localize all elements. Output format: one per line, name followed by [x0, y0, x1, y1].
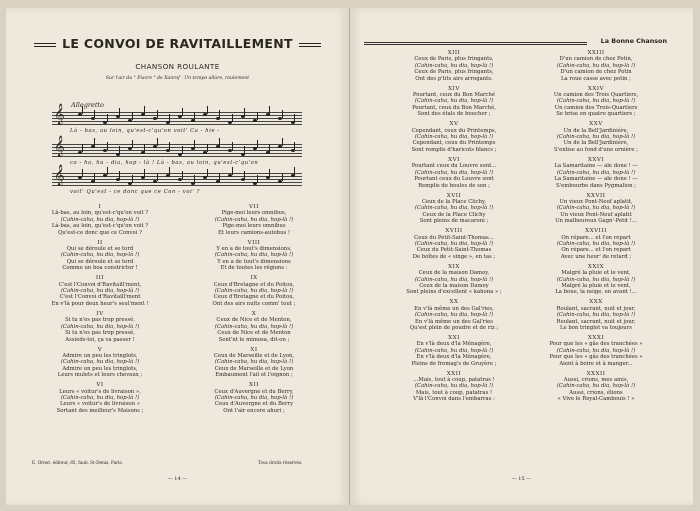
- note-stem: [282, 138, 283, 146]
- stanza: [184, 240, 324, 272]
- note-stem: [132, 175, 133, 183]
- verse-line: Pleins de fromag's de Gruyère ;: [411, 360, 497, 367]
- verse-line: Pourtant ceux du Louvre sont: [414, 176, 494, 183]
- note-stem: [182, 146, 183, 154]
- verse-line: (Cahin-caha, hu dia, hop-là !): [414, 169, 494, 176]
- verse-line: (Cahin-caha, hu dia, hop-là !): [214, 288, 294, 295]
- note-stem: [107, 142, 108, 150]
- verse-line: Sont remplis d'haricots blancs ;: [411, 146, 497, 153]
- verse-line: Ceux de la Place Clichy,: [421, 198, 486, 205]
- verse-line: Aussi, crions, élions: [569, 389, 623, 396]
- page-number-left: — 14 —: [167, 476, 188, 482]
- stanza: [384, 157, 524, 189]
- right-page: [350, 8, 693, 505]
- stanza: [526, 121, 666, 153]
- verse-line: C'est l'Convoi d'Ravitaill'ment,: [58, 281, 142, 288]
- verse-line: Avec une heur' de retard ;: [560, 253, 632, 260]
- verse-line: (Cahin-caha, hu dia, hop-là !): [60, 252, 140, 259]
- note-stem: [269, 144, 270, 152]
- verse-line: Le bon tringlot va toujours: [560, 325, 632, 331]
- verse-line: (Cahin-caha, hu dia, hop-là !): [414, 312, 494, 319]
- verse-line: (Cahin-caha, hu dia, hop-là !): [556, 98, 636, 105]
- note-stem: [82, 106, 83, 114]
- stanza: [184, 204, 324, 236]
- verse-line: Un de la Bell'Jardinière,: [563, 140, 629, 147]
- staff-lyric-3: voit' Qu'est - ce donc que ce Con - voi' ?: [70, 189, 200, 195]
- staff-line: [52, 124, 302, 125]
- verse-line: Un vieux Pont-Neuf aplatit: [560, 211, 632, 218]
- stanza: [384, 121, 524, 153]
- note-stem: [157, 138, 158, 146]
- stanza-number: XXVIII: [585, 228, 607, 235]
- verse-line: Ont l'air encore ahuri ;: [223, 407, 285, 414]
- verse-line: Admire un peu les tringlots,: [62, 352, 138, 359]
- stanza-number: VIII: [247, 239, 261, 246]
- verse-line: On répare... et l'on repart: [561, 247, 631, 254]
- stanza-number: V: [97, 346, 103, 353]
- verse-line: Pourtant, ceux du Bon Marché: [412, 92, 496, 99]
- song-subtitle: CHANSON ROULANTE: [135, 62, 220, 71]
- verse-line: Ceux du Petit-Saint-Thomas...: [414, 234, 494, 241]
- verse-line: (Cahin-caha, hu dia, hop-là !): [414, 240, 494, 247]
- verse-line: Ceux d'Auvergne et du Berry,: [214, 388, 294, 395]
- note-stem: [169, 142, 170, 150]
- note-stem: [182, 108, 183, 116]
- stanza: [184, 311, 324, 343]
- verse-line: Pige-moi leurs omnibus,: [221, 210, 287, 217]
- verse-line: On répare... et l'on repart: [561, 234, 631, 241]
- verse-line: (Cahin-caha, hu dia, hop-là !): [214, 359, 294, 366]
- stanza: [526, 157, 666, 189]
- verse-line: (Cahin-caha, hu dia, hop-là !): [214, 216, 294, 223]
- note-stem: [94, 138, 95, 146]
- verse-line: Mais, tout à coup, patatras !: [415, 389, 493, 396]
- stanza: [384, 264, 524, 296]
- verse-line: Un camion des Trois-Quartiers: [554, 104, 638, 111]
- verse-line: Cependant, ceux du Printemps,: [411, 127, 497, 134]
- verse-line: (Cahin-caha, hu dia, hop-là !): [60, 288, 140, 295]
- page-number-right: — 15 —: [511, 476, 532, 482]
- staff-line: [52, 176, 302, 177]
- verse-line: Comme un boa constrictor !: [62, 265, 138, 272]
- verse-line: Un camion des Trois Quartiers,: [553, 92, 639, 99]
- note-stem: [194, 112, 195, 120]
- note-stem: [194, 140, 195, 148]
- stanza: [184, 347, 324, 379]
- note-stem: [144, 169, 145, 177]
- stanza-number: XXVII: [586, 192, 606, 199]
- verse-line: (Cahin-caha, hu dia, hop-là !): [414, 347, 494, 354]
- right-verse-column-2: [526, 50, 666, 406]
- staff-line: [52, 179, 302, 180]
- verse-line: La Samaritaine — ale done ! —: [554, 163, 638, 170]
- stanza-number: XIII: [447, 50, 461, 56]
- stanza-number: XIX: [448, 263, 460, 270]
- verse-line: (Cahin-caha, hu dia, hop-là !): [414, 383, 494, 390]
- left-verse-column-2: [184, 204, 324, 418]
- verse-line: (Cahin-caha, hu dia, hop-là !): [556, 240, 636, 247]
- note-stem: [232, 114, 233, 122]
- verse-line: Si tu n'es pas trop pressé,: [65, 330, 135, 337]
- note-stem: [207, 169, 208, 177]
- verse-line: (Cahin-caha, hu dia, hop-là !): [60, 323, 140, 330]
- verse-line: Ceux de Paris, plus fringants,: [414, 56, 494, 63]
- stanza: [384, 50, 524, 82]
- stanza-number: XVIII: [445, 228, 463, 235]
- stanza-number: I: [98, 204, 102, 210]
- verse-line: (Cahin-caha, hu dia, hop-là !): [214, 323, 294, 330]
- verse-line: Aient à boire et à manger...: [559, 360, 633, 367]
- verse-line: En v'là deux d'la Ménagère,: [416, 354, 492, 361]
- stanza-number: XXI: [448, 335, 460, 341]
- staff-line: [52, 182, 302, 183]
- note-stem: [94, 110, 95, 118]
- verse-line: En v'là même un des Gal'ries: [415, 318, 493, 325]
- stanza-number: XX: [449, 299, 459, 306]
- title-rule-right: [299, 43, 321, 47]
- treble-clef-icon: 𝄞: [54, 165, 65, 186]
- note-stem: [207, 144, 208, 152]
- note-stem: [257, 112, 258, 120]
- staff-line: [52, 121, 302, 122]
- verse-line: (Cahin-caha, hu dia, hop-là !): [414, 134, 494, 141]
- stanza: [384, 86, 524, 118]
- verse-line: (Cahin-caha, hu dia, hop-là !): [214, 394, 294, 401]
- note-stem: [244, 146, 245, 154]
- note-stem: [269, 106, 270, 114]
- note-stem: [107, 114, 108, 122]
- verse-line: Si tu n'es pas trop pressé,: [65, 317, 135, 324]
- stanza: [30, 240, 170, 272]
- verse-line: Pourtant, ceux du Bon Marché,: [412, 104, 496, 111]
- verse-line: Ceux d'Bretagne et du Poitou,: [213, 281, 295, 288]
- staff-line: [52, 156, 302, 157]
- staff-line: [52, 144, 302, 145]
- note-stem: [219, 138, 220, 146]
- note-stem: [219, 173, 220, 181]
- verse-line: Sont pleins d'excellent « kahona » ;: [406, 289, 502, 296]
- verse-line: Là-bas, au loin, qu'est-c'qu'on voit ?: [51, 223, 149, 230]
- tempo-marking: Allegretto: [71, 101, 104, 109]
- note-stem: [157, 110, 158, 118]
- running-header: [364, 38, 685, 46]
- verse-line: (Cahin-caha, hu dia, hop-là !): [414, 62, 494, 69]
- stanza-number: VII: [249, 204, 259, 210]
- verse-line: Aussi, crions, mes amis,: [563, 377, 629, 384]
- verse-line: C'est l'Convoi d'Ravitaill'ment: [59, 294, 141, 301]
- stanza: [526, 50, 666, 82]
- stanza-number: XVI: [448, 156, 460, 163]
- note-stem: [194, 175, 195, 183]
- verse-line: Malgré la pluie et le vent,: [561, 282, 631, 289]
- verse-line: Ceux de la maison Damoy,: [418, 270, 490, 277]
- verse-line: Ont des airs nults comm' tout ;: [212, 300, 296, 307]
- note-stem: [182, 171, 183, 179]
- staff-lyric-2: co - ha, hu - dia, hop - là ! Là - bas, au loin, qu'est-c'qu'on: [70, 160, 259, 166]
- stanza: [384, 228, 524, 260]
- verse-line: En v'là deux d'la Ménagère,: [416, 341, 492, 348]
- verse-line: (Cahin-caha, hu dia, hop-là !): [60, 394, 140, 401]
- stanza: [384, 335, 524, 367]
- note-stem: [132, 112, 133, 120]
- verse-line: S'enlise au fond d'une ornière ;: [553, 146, 639, 153]
- left-page: [6, 8, 350, 505]
- publisher-note: E. Ornet, éditeur, 85, faub. St-Denis, Paris.: [32, 460, 123, 465]
- verse-line: Ceux d'Auvergne et du Berry: [214, 401, 294, 408]
- stanza: [30, 275, 170, 307]
- verse-line: Ceux de la maison Damoy: [419, 282, 489, 289]
- note-stem: [257, 175, 258, 183]
- verse-line: « Vive le Royal-Cambouis ! »: [557, 396, 635, 403]
- verse-line: Ceux de Marseille et de Lyon: [214, 365, 294, 372]
- staff-line: [52, 153, 302, 154]
- note-stem: [169, 167, 170, 175]
- stanza: [30, 204, 170, 236]
- note-stem: [257, 140, 258, 148]
- verse-line: (Cahin-caha, hu dia, hop-là !): [556, 169, 636, 176]
- stanza: [384, 371, 524, 403]
- note-stem: [244, 171, 245, 179]
- stanza-number: XXVI: [587, 156, 605, 163]
- verse-line: Leurs « voitur's de livraison »: [60, 401, 140, 408]
- stanza-number: IV: [96, 310, 104, 317]
- stanza: [30, 347, 170, 379]
- verse-line: (Cahin-caha, hu dia, hop-là !): [214, 252, 294, 259]
- verse-line: Qu'est-ce donc que ce Convoi ?: [58, 229, 142, 236]
- verse-line: Pourtant ceux du Louvre sont...: [411, 163, 497, 170]
- note-stem: [82, 144, 83, 152]
- note-stem: [207, 106, 208, 114]
- verse-line: Sortant des meilleur's Maisons ;: [56, 407, 144, 414]
- stanza: [184, 275, 324, 307]
- stanza: [30, 311, 170, 343]
- stanza: [526, 86, 666, 118]
- stanza-number: XII: [249, 382, 259, 389]
- stanza-number: XXIV: [587, 85, 605, 92]
- stanza: [526, 193, 666, 225]
- stanza-number: XXXII: [586, 370, 606, 377]
- verse-line: Malgré la pluie et le vent,: [561, 270, 631, 277]
- stanza-number: XXIX: [587, 263, 605, 270]
- staff-line: [52, 115, 302, 116]
- verse-line: ...Mais, tout à coup, patatras !: [413, 377, 495, 384]
- verse-line: Un malheureux Gagn'-Petit !...: [555, 218, 637, 225]
- stanza-number: X: [251, 310, 257, 317]
- title-rule-left: [34, 43, 56, 47]
- stanza: [526, 228, 666, 260]
- verse-line: Ceux de Paris, plus fringants,: [414, 69, 494, 76]
- stanza-number: XIV: [448, 85, 460, 92]
- stanza-number: XVII: [446, 192, 462, 199]
- verse-line: Ceux du Petit-Saint-Thomas: [416, 247, 492, 254]
- staff-line: [52, 185, 302, 186]
- verse-line: Qui se déroule et se tord: [66, 258, 134, 265]
- verse-line: (Cahin-caha, hu dia, hop-là !): [60, 216, 140, 223]
- verse-line: Un de la Bell'Jardinière,: [563, 127, 629, 134]
- song-title-text: LE CONVOI DE RAVITAILLEMENT: [62, 36, 293, 51]
- note-stem: [232, 167, 233, 175]
- stanza-number: XXV: [589, 121, 603, 128]
- verse-line: Sont des étals de boucher ;: [417, 111, 491, 118]
- stanza: [526, 264, 666, 296]
- verse-line: Cependant, ceux du Printemps: [412, 140, 496, 147]
- verse-line: Et de toutes les régions :: [220, 265, 288, 272]
- staff-line: [52, 112, 302, 113]
- verse-line: Un vieux Pont-Neuf aplatit,: [559, 198, 633, 205]
- note-stem: [132, 140, 133, 148]
- stanza-number: IX: [250, 275, 258, 282]
- verse-line: Et leurs camions-autobus !: [217, 229, 291, 236]
- verse-line: (Cahin-caha, hu dia, hop-là !): [414, 205, 494, 212]
- air-note: Sur l'air du " Fiacre " de Xanrof · Un tempo allure, roulement: [105, 76, 250, 81]
- note-stem: [169, 114, 170, 122]
- verse-line: (Cahin-caha, hu dia, hop-là !): [556, 134, 636, 141]
- note-stem: [144, 106, 145, 114]
- verse-line: (Cahin-caha, hu dia, hop-là !): [556, 62, 636, 69]
- note-stem: [232, 142, 233, 150]
- verse-line: Remplis de boules de son ;: [418, 182, 490, 189]
- verse-line: Pour que les « gâs des tranchées »: [549, 354, 643, 361]
- stanza-number: XXIII: [587, 50, 605, 56]
- note-stem: [269, 169, 270, 177]
- verse-line: Sent'nt le mimosa, dit-on ;: [218, 336, 290, 343]
- verse-line: La roue casse avec potin ;: [561, 75, 631, 82]
- treble-clef-icon: 𝄞: [54, 136, 65, 157]
- rights-note: Tous droits réservés.: [258, 460, 303, 465]
- music-staff-2: [52, 136, 302, 157]
- verse-line: Ceux de la Place Clichy: [422, 211, 486, 218]
- verse-line: De boîtes de « singe », en tas ;: [412, 253, 496, 260]
- verse-line: (Cahin-caha, hu dia, hop-là !): [556, 347, 636, 354]
- verse-line: Ceux d'Bretagne et du Poitou,: [213, 294, 295, 301]
- staff-lyric-1: Là - bas, au loin, qu'est-c'qu'on voit' Ca - hie -: [70, 128, 220, 134]
- verse-line: (Cahin-caha, hu dia, hop-là !): [414, 276, 494, 283]
- stanza-number: XXXI: [587, 335, 605, 341]
- note-stem: [107, 167, 108, 175]
- verse-line: Roulant, sacrant, nuit et jour,: [556, 305, 636, 312]
- verse-line: Se brise en quatre quartiers ;: [556, 111, 636, 118]
- music-staff-3: [52, 165, 302, 186]
- verse-line: (Cahin-caha, hu dia, hop-là !): [556, 383, 636, 390]
- verse-line: D'un camion de chez Potin,: [559, 56, 633, 63]
- verse-line: Ceux de Nice et de Menton: [217, 330, 291, 337]
- verse-line: Y en a de tout's dimensions,: [216, 246, 292, 253]
- staff-line: [52, 173, 302, 174]
- book-spread: [6, 8, 694, 505]
- staff-line: [52, 147, 302, 148]
- verse-line: Leurs mulets et leurs chevaux ;: [57, 372, 143, 379]
- verse-line: Roulant, sacrant, nuit et jour,: [556, 318, 636, 325]
- left-verse-column-1: [30, 204, 170, 418]
- verse-line: (Cahin-caha, hu dia, hop-là !): [556, 312, 636, 319]
- verse-line: Leurs « voitur's de livraison »,: [59, 388, 141, 395]
- verse-line: Qui se déroule et se tord: [66, 246, 134, 253]
- verse-line: (Cahin-caha, hu dia, hop-là !): [556, 276, 636, 283]
- stanza-number: XI: [250, 346, 258, 353]
- note-stem: [244, 108, 245, 116]
- header-rule: [364, 42, 587, 45]
- note-stem: [282, 173, 283, 181]
- verse-line: (Cahin-caha, hu dia, hop-là !): [414, 98, 494, 105]
- stanza-number: XXII: [446, 370, 462, 377]
- stanza-number: II: [97, 239, 103, 246]
- stanza: [526, 335, 666, 367]
- note-stem: [144, 144, 145, 152]
- note-stem: [219, 110, 220, 118]
- verse-line: Sont pleins de macaroni ;: [419, 218, 489, 225]
- verse-line: (Cahin-caha, hu dia, hop-là !): [60, 359, 140, 366]
- verse-line: (Cahin-caha, hu dia, hop-là !): [556, 205, 636, 212]
- running-header-title: La Bonne Chanson: [600, 37, 667, 45]
- verse-line: Qu'est plein de poudre et de riz ;: [409, 325, 499, 331]
- verse-line: Pour que les « gâs des tranchées »: [549, 341, 643, 348]
- note-stem: [119, 108, 120, 116]
- stanza: [526, 299, 666, 331]
- stanza-number: III: [95, 275, 105, 282]
- note-stem: [294, 114, 295, 122]
- verse-line: En v'là même un des Gal'ries,: [414, 305, 494, 312]
- verse-line: Ceux de Marseille et de Lyon,: [213, 352, 295, 359]
- note-stem: [94, 173, 95, 181]
- verse-line: S'embourbe dans Pygmalion ;: [556, 182, 636, 189]
- stanza-number: XXX: [589, 299, 603, 306]
- stanza: [526, 371, 666, 403]
- note-stem: [157, 173, 158, 181]
- stanza: [384, 193, 524, 225]
- note-stem: [119, 146, 120, 154]
- right-verse-column-1: [384, 50, 524, 406]
- stanza-number: XV: [449, 121, 459, 128]
- song-title: [6, 36, 349, 51]
- verse-line: Assieds-toi, ça va passer !: [65, 336, 135, 343]
- verse-line: D'un camion de chez Potin: [560, 69, 632, 76]
- verse-line: La Samaritaine — ale done ! —: [554, 176, 638, 183]
- verse-line: La boue, la neige, en avant !...: [555, 289, 637, 296]
- staff-line: [52, 150, 302, 151]
- verse-line: Admire un peu les tringlots,: [62, 365, 138, 372]
- verse-line: V'là l'Convoi dans l'embarras :: [413, 396, 495, 403]
- verse-line: Ceux de Nice et de Menton,: [216, 317, 292, 324]
- verse-line: Y en a de tout's dimensions: [217, 258, 291, 265]
- note-stem: [82, 169, 83, 177]
- stanza-number: VI: [96, 382, 104, 389]
- note-stem: [119, 171, 120, 179]
- verse-line: Pige-moi leurs omnibus: [222, 223, 286, 230]
- stanza: [30, 382, 170, 414]
- note-stem: [294, 167, 295, 175]
- verse-line: Là-bas, au loin, qu'est-c'qu'on voit ?: [51, 210, 149, 217]
- staff-line: [52, 118, 302, 119]
- verse-line: Embaument l'ail et l'oignon ;: [215, 372, 293, 379]
- stanza: [384, 299, 524, 331]
- verse-line: Ont des p'tits airs arrogants.: [415, 75, 493, 82]
- stanza: [184, 382, 324, 414]
- note-stem: [294, 142, 295, 150]
- verse-line: En v'là pour deux heur's seul'ment !: [51, 300, 149, 307]
- treble-clef-icon: 𝄞: [54, 104, 65, 125]
- note-stem: [282, 110, 283, 118]
